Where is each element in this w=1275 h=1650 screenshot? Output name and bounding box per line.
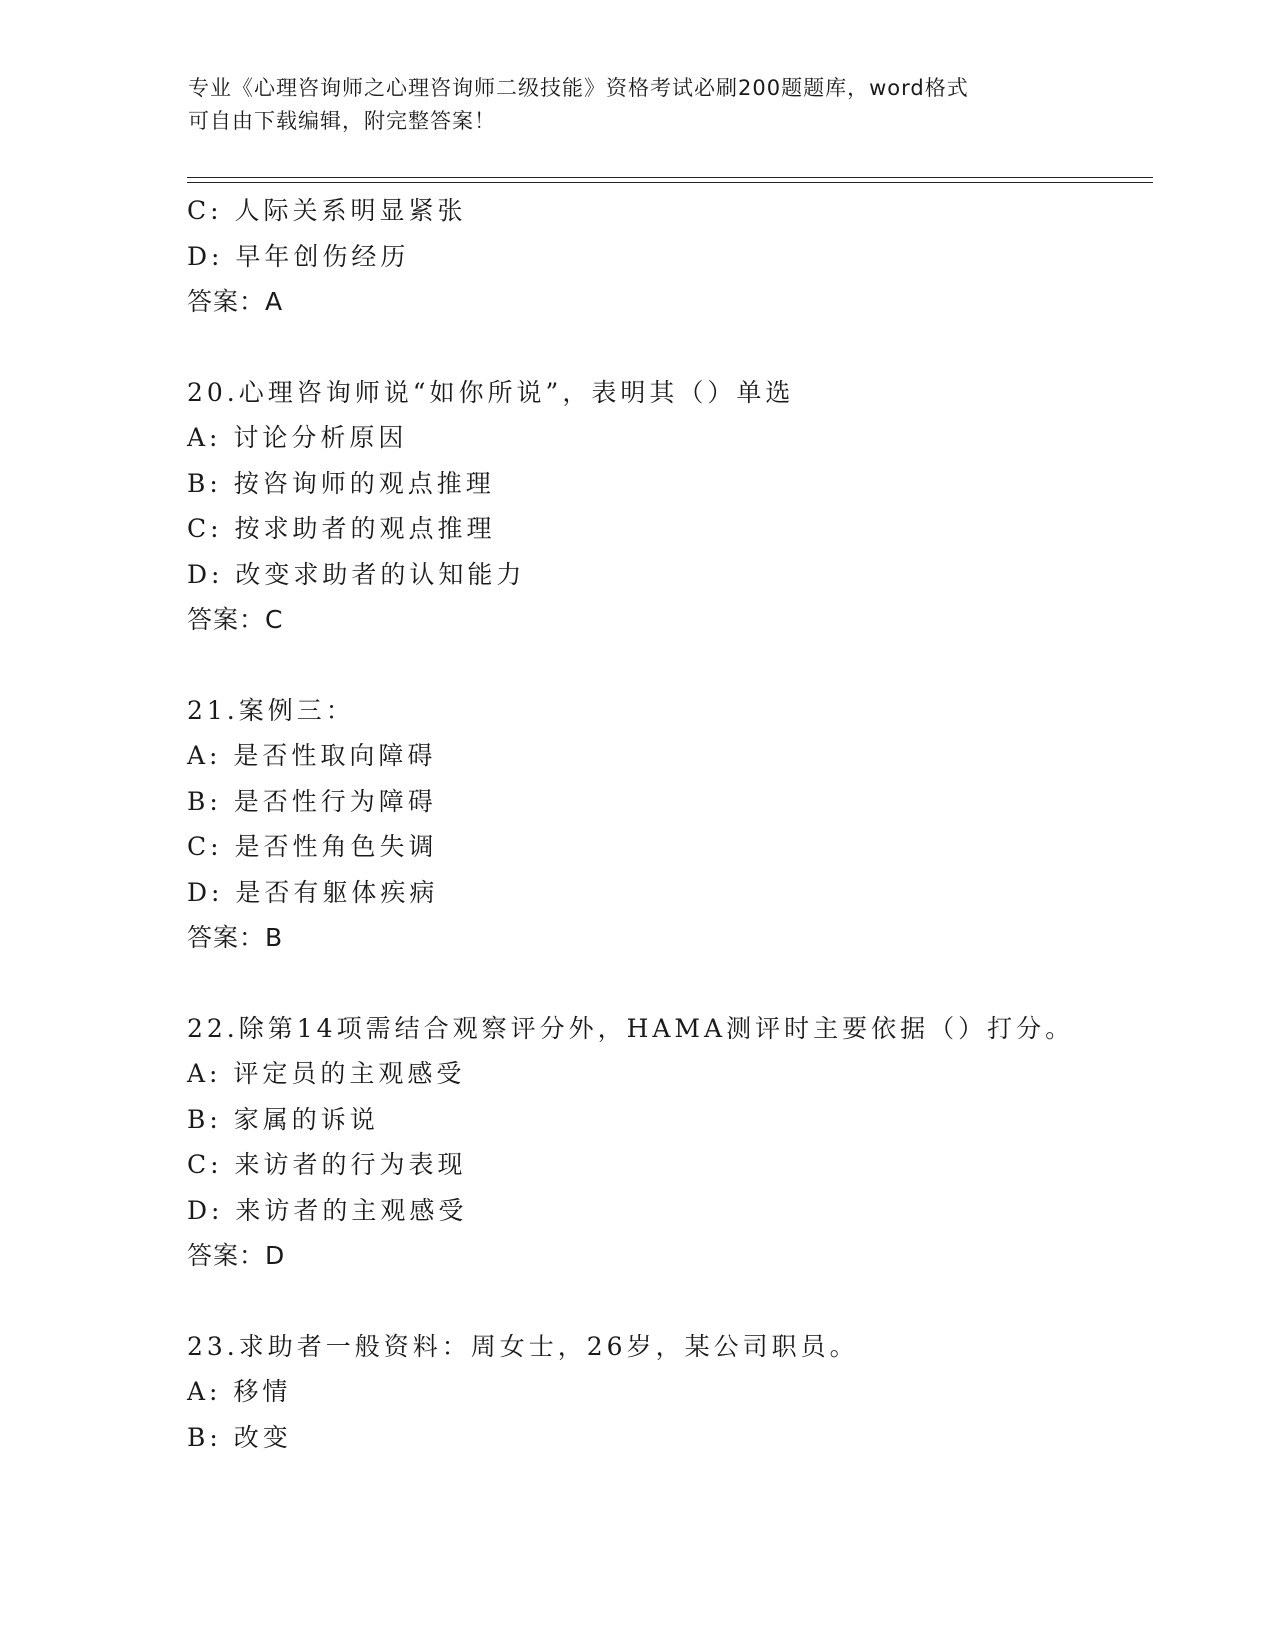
option-line: B: 是否性行为障碍	[187, 786, 437, 816]
option-line: A: 移情	[187, 1377, 292, 1406]
question-line: 22.除第14项需结合观察评分外，HAMA测评时主要依据（）打分。	[187, 1013, 1075, 1043]
header-divider-bottom	[187, 182, 1153, 183]
option-line: A: 是否性取向障碍	[187, 741, 437, 770]
option-line: B: 改变	[187, 1422, 292, 1452]
question-line: 20.心理咨询师说“如你所说”，表明其（）单选	[187, 377, 795, 407]
header-line-2: 可自由下载编辑，附完整答案！	[188, 109, 496, 133]
answer-line: 答案：A	[187, 287, 284, 316]
option-line: A: 评定员的主观感受	[187, 1059, 466, 1088]
answer-line: 答案：C	[187, 605, 284, 634]
block-spacer	[187, 325, 1147, 370]
option-line: C: 按求助者的观点推理	[187, 514, 496, 543]
option-line: D: 来访者的主观感受	[187, 1195, 468, 1225]
option-line: B: 按咨询师的观点推理	[187, 468, 495, 498]
option-line: B: 家属的诉说	[187, 1104, 379, 1134]
option-line: A: 讨论分析原因	[187, 423, 408, 452]
question-line: 23.求助者一般资料：周女士，26岁，某公司职员。	[187, 1331, 859, 1361]
answer-line: 答案：B	[187, 923, 284, 952]
option-line: C: 人际关系明显紧张	[187, 196, 467, 225]
option-line: C: 来访者的行为表现	[187, 1150, 467, 1179]
header-line-1: 专业《心理咨询师之心理咨询师二级技能》资格考试必刷200题题库，word格式	[188, 76, 969, 100]
answer-line: 答案：D	[187, 1241, 286, 1270]
block-spacer	[187, 643, 1147, 688]
block-spacer	[187, 961, 1147, 1006]
block-spacer	[187, 1279, 1147, 1324]
question-line: 21.案例三：	[187, 695, 355, 725]
question-list	[187, 188, 1147, 1460]
option-line: D: 是否有躯体疾病	[187, 877, 439, 907]
header-divider-top	[187, 177, 1153, 178]
option-line: D: 早年创伤经历	[187, 241, 410, 271]
document-header	[188, 72, 1088, 138]
option-line: C: 是否性角色失调	[187, 832, 438, 861]
option-line: D: 改变求助者的认知能力	[187, 559, 526, 589]
